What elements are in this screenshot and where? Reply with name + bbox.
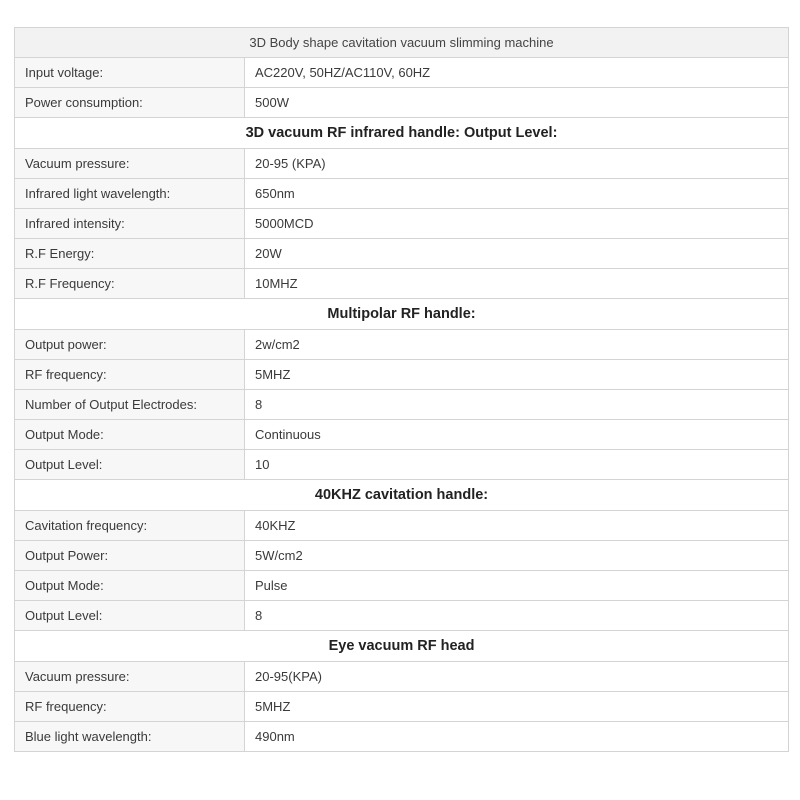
spec-label: R.F Frequency:: [15, 269, 245, 299]
spec-label: Output power:: [15, 330, 245, 360]
spec-row: [15, 209, 789, 239]
spec-row: [15, 601, 789, 631]
table-title: 3D Body shape cavitation vacuum slimming machine: [15, 28, 789, 58]
spec-value: 500W: [245, 88, 789, 118]
spec-label: RF frequency:: [15, 360, 245, 390]
spec-row: [15, 541, 789, 571]
spec-row-power-consumption: [15, 88, 789, 118]
spec-value: 10: [245, 450, 789, 480]
section-heading: 3D vacuum RF infrared handle: Output Level:: [15, 118, 789, 149]
spec-row: [15, 179, 789, 209]
spec-label: Output Level:: [15, 450, 245, 480]
spec-row: [15, 330, 789, 360]
section-heading-row: [15, 118, 789, 149]
spec-value: 5000MCD: [245, 209, 789, 239]
spec-label: Output Level:: [15, 601, 245, 631]
spec-row: [15, 269, 789, 299]
spec-label: Output Mode:: [15, 420, 245, 450]
spec-value: Continuous: [245, 420, 789, 450]
spec-value: 5W/cm2: [245, 541, 789, 571]
spec-label: Output Power:: [15, 541, 245, 571]
spec-value: 40KHZ: [245, 511, 789, 541]
spec-value: 8: [245, 390, 789, 420]
spec-row: [15, 722, 789, 752]
spec-row: [15, 662, 789, 692]
spec-label: Vacuum pressure:: [15, 149, 245, 179]
section-heading-row: [15, 631, 789, 662]
spec-row: [15, 511, 789, 541]
section-heading: Multipolar RF handle:: [15, 299, 789, 330]
spec-table-body: [15, 28, 789, 752]
spec-value: Pulse: [245, 571, 789, 601]
spec-value: 20W: [245, 239, 789, 269]
spec-row-input-voltage: [15, 58, 789, 88]
spec-row: [15, 390, 789, 420]
spec-row: [15, 149, 789, 179]
spec-label: Output Mode:: [15, 571, 245, 601]
spec-label: Infrared light wavelength:: [15, 179, 245, 209]
spec-row: [15, 571, 789, 601]
spec-row: [15, 239, 789, 269]
spec-value: 5MHZ: [245, 692, 789, 722]
spec-label: Power consumption:: [15, 88, 245, 118]
section-heading-row: [15, 299, 789, 330]
spec-row: [15, 360, 789, 390]
spec-label: Input voltage:: [15, 58, 245, 88]
spec-label: RF frequency:: [15, 692, 245, 722]
spec-value: 20-95(KPA): [245, 662, 789, 692]
spec-table: [14, 27, 789, 752]
spec-label: Number of Output Electrodes:: [15, 390, 245, 420]
spec-value: 650nm: [245, 179, 789, 209]
spec-row: [15, 692, 789, 722]
spec-row: [15, 450, 789, 480]
spec-label: Cavitation frequency:: [15, 511, 245, 541]
spec-label: Infrared intensity:: [15, 209, 245, 239]
table-title-row: [15, 28, 789, 58]
spec-value: 10MHZ: [245, 269, 789, 299]
spec-label: Blue light wavelength:: [15, 722, 245, 752]
section-heading: Eye vacuum RF head: [15, 631, 789, 662]
section-heading-row: [15, 480, 789, 511]
spec-label: R.F Energy:: [15, 239, 245, 269]
spec-value: 2w/cm2: [245, 330, 789, 360]
spec-value: 8: [245, 601, 789, 631]
spec-value: AC220V, 50HZ/AC110V, 60HZ: [245, 58, 789, 88]
spec-label: Vacuum pressure:: [15, 662, 245, 692]
spec-value: 490nm: [245, 722, 789, 752]
section-heading: 40KHZ cavitation handle:: [15, 480, 789, 511]
spec-row: [15, 420, 789, 450]
spec-value: 20-95 (KPA): [245, 149, 789, 179]
spec-value: 5MHZ: [245, 360, 789, 390]
